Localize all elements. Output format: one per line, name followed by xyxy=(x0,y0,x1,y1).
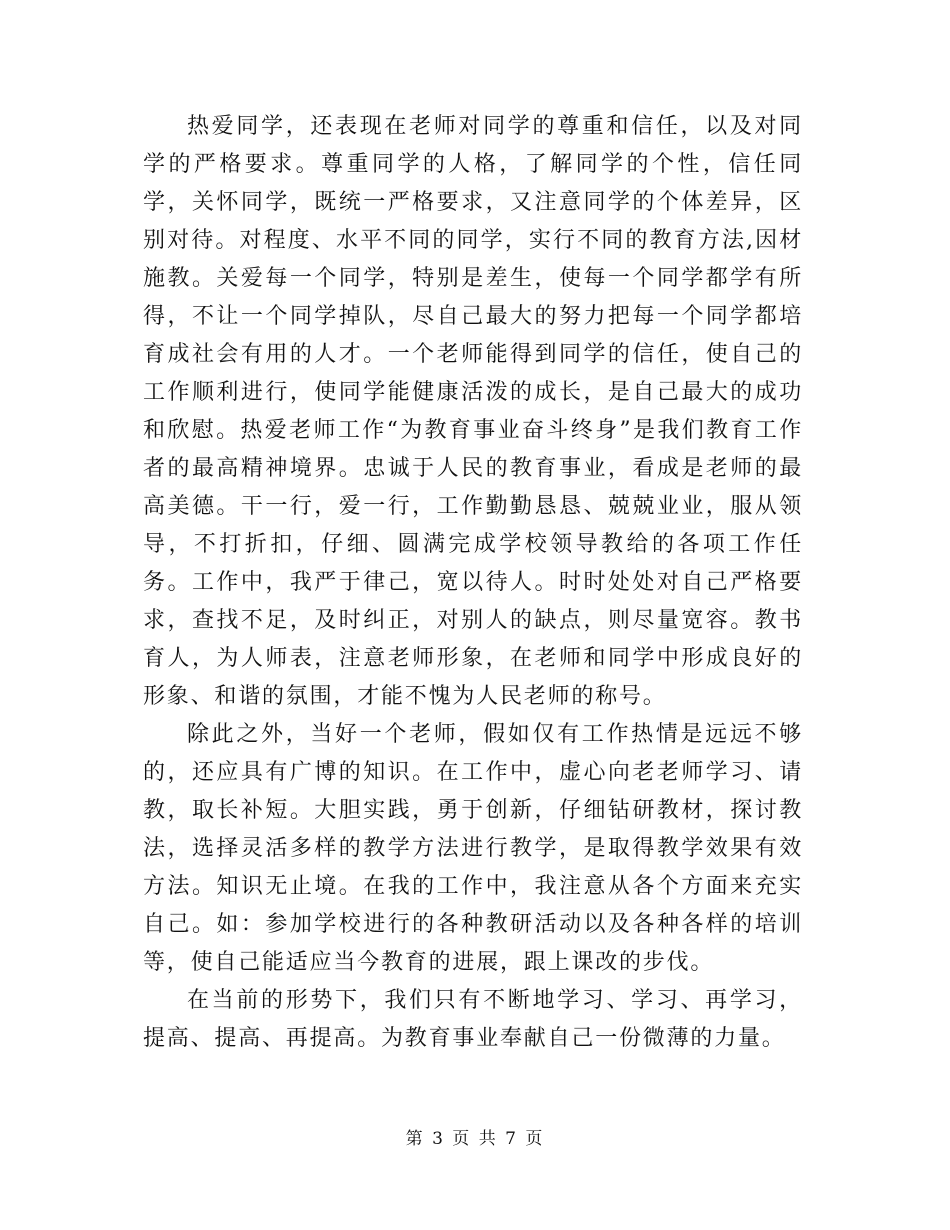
paragraph-1: 热爱同学，还表现在老师对同学的尊重和信任，以及对同学的严格要求。尊重同学的人格，了解同学的个性，信任同学，关怀同学，既统一严格要求，又注意同学的个体差异，区别对待。对程度、水平不同的同学，实行不同的教育方法,因材施教。关爱每一个同学，特别是差生，使每一个同学都学有所得，不让一个同学掉队，尽自己最大的努力把每一个同学都培育成社会有用的人才。一个老师能得到同学的信任，使自己的工作顺利进行，使同学能健康活泼的成长，是自己最大的成功和欣慰。热爱老师工作“为教育事业奋斗终身”是我们教育工作者的最高精神境界。忠诚于人民的教育事业，看成是老师的最高美德。干一行，爱一行，工作勤勤恳恳、兢兢业业，服从领导，不打折扣，仔细、圆满完成学校领导教给的各项工作任务。工作中，我严于律己，宽以待人。时时处处对自己严格要求，查找不足，及时纠正，对别人的缺点，则尽量宽容。教书育人，为人师表，注意老师形象，在老师和同学中形成良好的形象、和谐的氛围，才能不愧为人民老师的称号。 xyxy=(143,114,803,709)
paragraph-2: 除此之外，当好一个老师，假如仅有工作热情是远远不够的，还应具有广博的知识。在工作中，虚心向老老师学习、请教，取长补短。大胆实践，勇于创新，仔细钻研教材，探讨教法，选择灵活多样的教学方法进行教学，是取得教学效果有效方法。知识无止境。在我的工作中，我注意从各个方面来充实自己。如：参加学校进行的各种教研活动以及各种各样的培训等，使自己能适应当今教育的进展，跟上课改的步伐。 xyxy=(143,722,803,975)
document-body xyxy=(143,108,803,1058)
page-number-footer: 第 3 页 共 7 页 xyxy=(405,1129,545,1149)
paragraph-3: 在当前的形势下，我们只有不断地学习、学习、再学习，提高、提高、再提高。为教育事业奉献自己一份微薄的力量。 xyxy=(143,988,803,1051)
